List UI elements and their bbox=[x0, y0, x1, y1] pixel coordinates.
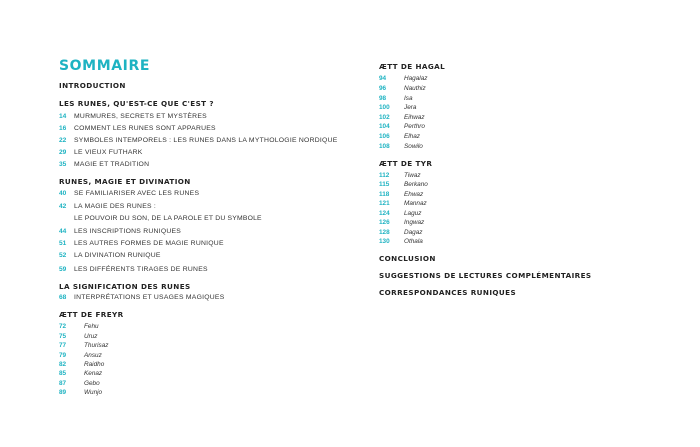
toc-entry[interactable] bbox=[59, 380, 100, 387]
entry-label: Isa bbox=[404, 95, 413, 102]
entry-label: SE FAMILIARISER AVEC LES RUNES bbox=[74, 190, 200, 197]
page-number: 100 bbox=[379, 104, 390, 111]
page-number: 112 bbox=[379, 172, 390, 179]
toc-entry[interactable] bbox=[379, 85, 426, 92]
page-number: 52 bbox=[59, 252, 67, 259]
toc-entry[interactable] bbox=[379, 114, 425, 121]
entry-label: Tiwaz bbox=[404, 172, 421, 179]
toc-entry[interactable] bbox=[59, 266, 208, 273]
toc-entry[interactable] bbox=[379, 200, 427, 207]
toc-entry[interactable] bbox=[59, 333, 98, 340]
entry-label: INTERPRÉTATIONS ET USAGES MAGIQUES bbox=[74, 294, 225, 301]
entry-label: Berkano bbox=[404, 181, 428, 188]
conclusion-heading[interactable]: CONCLUSION bbox=[379, 254, 436, 263]
toc-entry[interactable] bbox=[379, 229, 422, 236]
toc-entry[interactable] bbox=[59, 352, 102, 359]
page-number: 42 bbox=[59, 203, 67, 210]
page-number: 94 bbox=[379, 75, 387, 82]
entry-label: Gebo bbox=[84, 380, 100, 387]
page-number: 104 bbox=[379, 123, 390, 130]
toc-entry[interactable] bbox=[379, 104, 416, 111]
page-number: 85 bbox=[59, 370, 67, 377]
entry-label: COMMENT LES RUNES SONT APPARUES bbox=[74, 125, 216, 132]
toc-entry[interactable] bbox=[59, 240, 224, 247]
section-heading-runes[interactable]: LES RUNES, QU'EST-CE QUE C'EST ? bbox=[59, 99, 214, 108]
page-number: 16 bbox=[59, 125, 67, 132]
toc-entry[interactable] bbox=[379, 133, 420, 140]
page-number: 44 bbox=[59, 228, 67, 235]
toc-entry[interactable] bbox=[59, 342, 109, 349]
toc-entry[interactable] bbox=[379, 191, 423, 198]
page-number: 98 bbox=[379, 95, 387, 102]
entry-label: Ehwaz bbox=[404, 191, 424, 198]
entry-label: Raidho bbox=[84, 361, 105, 368]
page-number: 115 bbox=[379, 181, 390, 188]
entry-label: LES DIFFÉRENTS TIRAGES DE RUNES bbox=[74, 266, 208, 273]
toc-entry[interactable] bbox=[379, 75, 427, 82]
page-number: 121 bbox=[379, 200, 390, 207]
entry-label: SYMBOLES INTEMPORELS : LES RUNES DANS LA MYTHOLOGIE NORDIQUE bbox=[74, 137, 338, 144]
entry-label: Nauthiz bbox=[404, 85, 426, 92]
entry-label: Eihwaz bbox=[404, 114, 425, 121]
entry-label: Uruz bbox=[84, 333, 98, 340]
page-number: 124 bbox=[379, 210, 390, 217]
entry-label: Jera bbox=[404, 104, 417, 111]
toc-entry[interactable] bbox=[59, 370, 102, 377]
toc-entry[interactable] bbox=[379, 172, 421, 179]
page-number: 108 bbox=[379, 143, 390, 150]
aett-hagal-heading[interactable]: ÆTT DE HAGAL bbox=[379, 62, 446, 71]
entry-label: MAGIE ET TRADITION bbox=[74, 161, 150, 168]
entry-label: Sowilo bbox=[404, 143, 423, 150]
toc-entry[interactable] bbox=[379, 123, 425, 130]
page-number: 118 bbox=[379, 191, 390, 198]
entry-label: Dagaz bbox=[404, 229, 423, 236]
toc-entry[interactable] bbox=[59, 161, 149, 168]
toc-entry[interactable] bbox=[379, 181, 428, 188]
page-number: 22 bbox=[59, 137, 67, 144]
page-number: 130 bbox=[379, 238, 390, 245]
toc-entry[interactable] bbox=[59, 294, 225, 301]
suggestions-heading[interactable]: SUGGESTIONS DE LECTURES COMPLÉMENTAIRES bbox=[379, 271, 592, 280]
toc-entry[interactable] bbox=[59, 215, 262, 222]
page-number: 79 bbox=[59, 352, 67, 359]
entry-label: Wunjo bbox=[84, 389, 103, 396]
toc-entry[interactable] bbox=[59, 125, 216, 132]
entry-label: LE POUVOIR DU SON, DE LA PAROLE ET DU SYMBOLE bbox=[74, 215, 262, 222]
toc-entry[interactable] bbox=[379, 219, 424, 226]
entry-label: Othala bbox=[404, 238, 423, 245]
page-number: 128 bbox=[379, 229, 390, 236]
page-number: 51 bbox=[59, 240, 67, 247]
page-number: 82 bbox=[59, 361, 67, 368]
toc-entry[interactable] bbox=[59, 361, 104, 368]
entry-label: LES AUTRES FORMES DE MAGIE RUNIQUE bbox=[74, 240, 224, 247]
entry-label: Perthro bbox=[404, 123, 425, 130]
page-number: 126 bbox=[379, 219, 390, 226]
entry-label: LE VIEUX FUTHARK bbox=[74, 149, 143, 156]
toc-title: SOMMAIRE bbox=[59, 58, 151, 74]
page-number: 106 bbox=[379, 133, 390, 140]
toc-entry[interactable] bbox=[379, 210, 421, 217]
entry-label: Hagalaz bbox=[404, 75, 428, 82]
entry-label: Laguz bbox=[404, 210, 422, 217]
toc-entry[interactable] bbox=[59, 203, 156, 210]
toc-entry[interactable] bbox=[379, 143, 423, 150]
introduction-heading[interactable]: INTRODUCTION bbox=[59, 81, 126, 90]
toc-entry[interactable] bbox=[59, 137, 338, 144]
toc-entry[interactable] bbox=[59, 323, 99, 330]
entry-label: Fehu bbox=[84, 323, 99, 330]
page-number: 72 bbox=[59, 323, 67, 330]
toc-entry[interactable] bbox=[379, 95, 413, 102]
toc-entry[interactable] bbox=[59, 190, 199, 197]
toc-entry[interactable] bbox=[59, 228, 181, 235]
entry-label: LA DIVINATION RUNIQUE bbox=[74, 252, 161, 259]
entry-label: MURMURES, SECRETS ET MYSTÈRES bbox=[74, 113, 207, 120]
toc-entry[interactable] bbox=[59, 149, 143, 156]
entry-label: LA MAGIE DES RUNES : bbox=[74, 203, 157, 210]
toc-entry[interactable] bbox=[59, 389, 102, 396]
toc-entry[interactable] bbox=[379, 238, 423, 245]
entry-label: Kenaz bbox=[84, 370, 103, 377]
entry-label: Thurisaz bbox=[84, 342, 109, 349]
entry-label: LES INSCRIPTIONS RUNIQUES bbox=[74, 228, 182, 235]
page-number: 102 bbox=[379, 114, 390, 121]
toc-entry[interactable] bbox=[59, 252, 161, 259]
entry-label: Elhaz bbox=[404, 133, 420, 140]
entry-label: Ingwaz bbox=[404, 219, 425, 226]
section-heading-signification[interactable]: LA SIGNIFICATION DES RUNES bbox=[59, 282, 191, 291]
page-number: 29 bbox=[59, 149, 67, 156]
entry-label: Mannaz bbox=[404, 200, 427, 207]
page-number: 40 bbox=[59, 190, 67, 197]
correspondances-heading[interactable]: CORRESPONDANCES RUNIQUES bbox=[379, 288, 517, 297]
page-number: 35 bbox=[59, 161, 67, 168]
aett-freyr-heading[interactable]: ÆTT DE FREYR bbox=[59, 310, 124, 319]
page-number: 14 bbox=[59, 113, 67, 120]
toc-entry[interactable] bbox=[59, 113, 207, 120]
page-number: 89 bbox=[59, 389, 67, 396]
page-number: 96 bbox=[379, 85, 387, 92]
entry-label: Ansuz bbox=[84, 352, 102, 359]
page-number: 75 bbox=[59, 333, 67, 340]
page-number: 59 bbox=[59, 266, 67, 273]
aett-tyr-heading[interactable]: ÆTT DE TYR bbox=[379, 159, 433, 168]
section-heading-magie[interactable]: RUNES, MAGIE ET DIVINATION bbox=[59, 177, 191, 186]
page-number: 87 bbox=[59, 380, 67, 387]
page-number: 77 bbox=[59, 342, 67, 349]
page-number: 68 bbox=[59, 294, 67, 301]
